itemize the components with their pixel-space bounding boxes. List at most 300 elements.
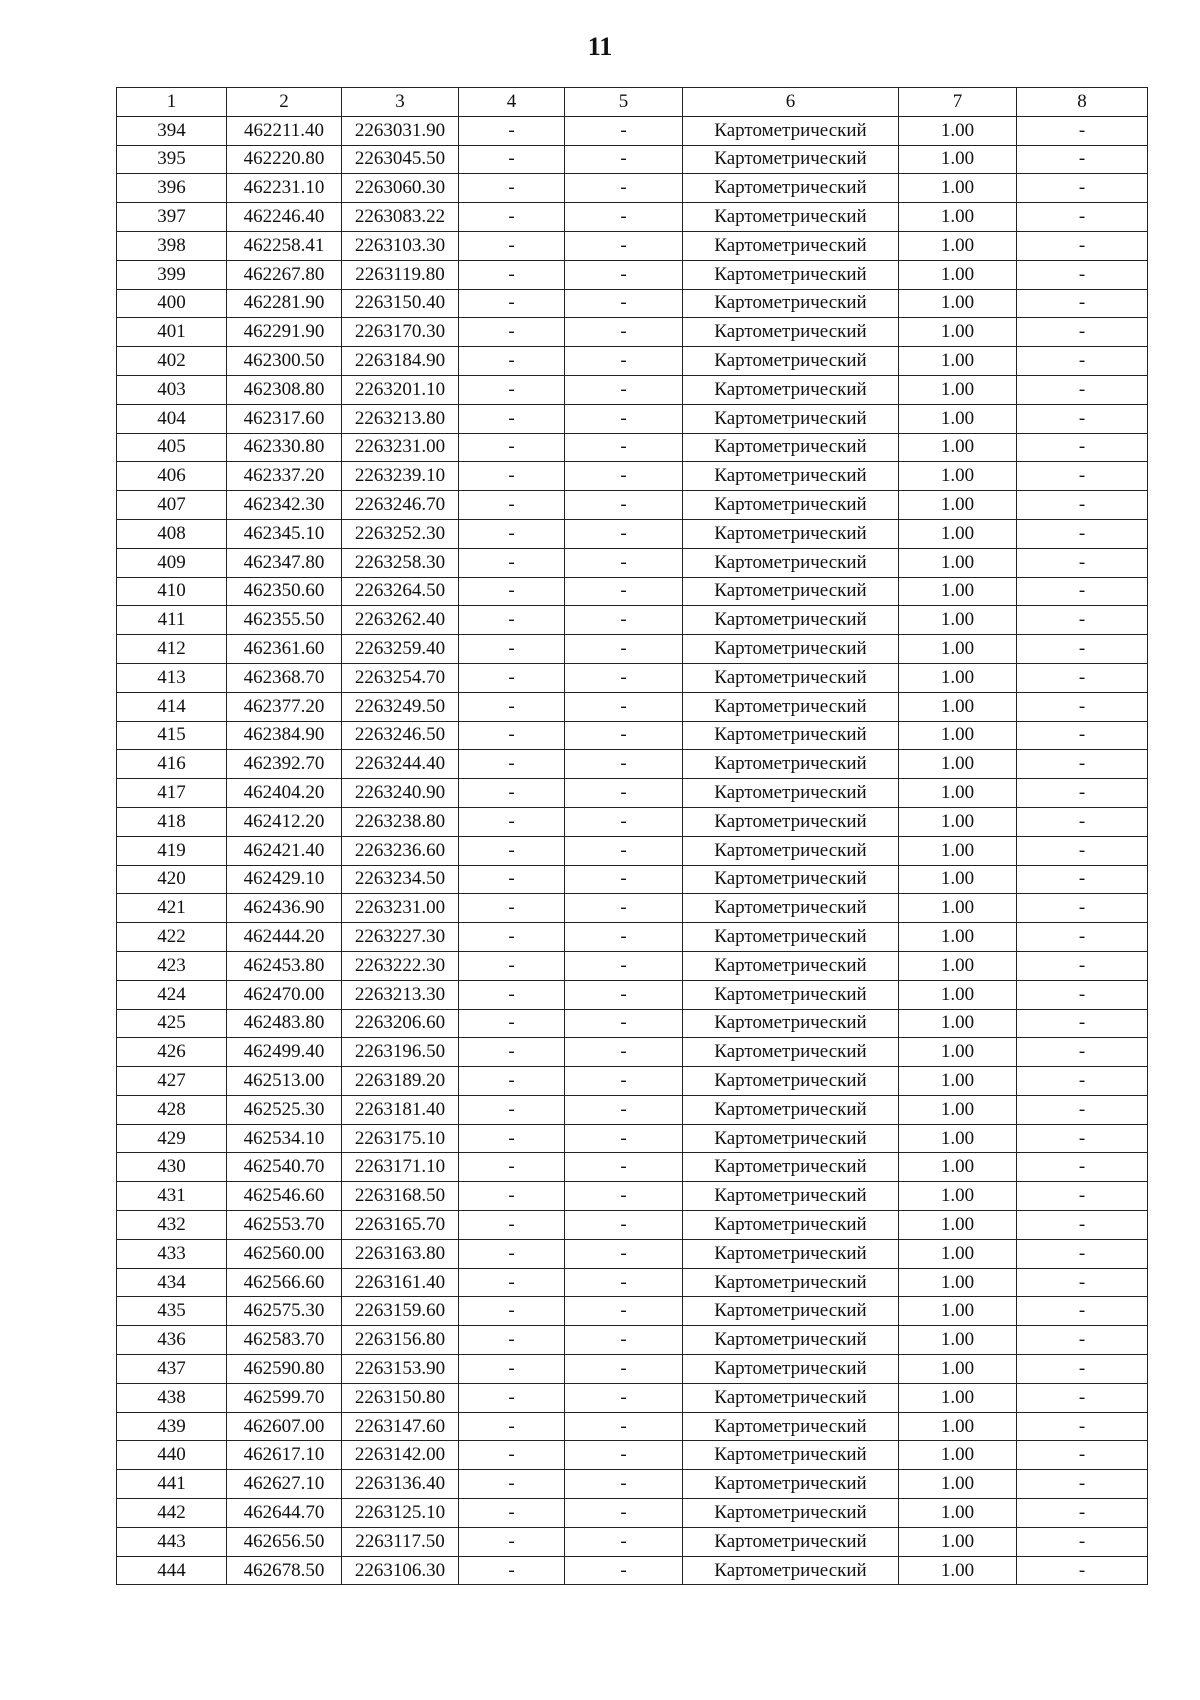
table-cell: - — [1017, 923, 1148, 952]
table-cell: 2263238.80 — [342, 807, 459, 836]
table-row — [117, 174, 1148, 203]
table-cell: Картометрический — [683, 1239, 899, 1268]
table-cell: - — [565, 1124, 683, 1153]
table-cell: 1.00 — [899, 1211, 1017, 1240]
table-cell: 462421.40 — [227, 836, 342, 865]
table-cell: 462599.70 — [227, 1383, 342, 1412]
table-cell: - — [459, 1412, 565, 1441]
table-cell: - — [565, 1441, 683, 1470]
table-cell: 407 — [117, 491, 227, 520]
table-row — [117, 721, 1148, 750]
table-cell: - — [459, 980, 565, 1009]
table-cell: 2263227.30 — [342, 923, 459, 952]
table-cell: 462300.50 — [227, 347, 342, 376]
table-row — [117, 1182, 1148, 1211]
table-cell: 462534.10 — [227, 1124, 342, 1153]
table-cell: - — [565, 548, 683, 577]
table-cell: 462345.10 — [227, 519, 342, 548]
table-cell: Картометрический — [683, 635, 899, 664]
table-cell: 462258.41 — [227, 231, 342, 260]
table-cell: - — [565, 347, 683, 376]
table-cell: 1.00 — [899, 1499, 1017, 1528]
table-cell: 410 — [117, 577, 227, 606]
table-cell: 462355.50 — [227, 606, 342, 635]
table-cell: 2263103.30 — [342, 231, 459, 260]
table-cell: - — [565, 145, 683, 174]
table-cell: - — [459, 174, 565, 203]
table-cell: - — [1017, 1009, 1148, 1038]
table-cell: - — [459, 203, 565, 232]
table-cell: 424 — [117, 980, 227, 1009]
table-cell: 462361.60 — [227, 635, 342, 664]
table-cell: 2263213.30 — [342, 980, 459, 1009]
table-cell: 462483.80 — [227, 1009, 342, 1038]
table-cell: 431 — [117, 1182, 227, 1211]
table-cell: Картометрический — [683, 375, 899, 404]
table-cell: 462546.60 — [227, 1182, 342, 1211]
table-cell: Картометрический — [683, 1297, 899, 1326]
table-cell: 2263262.40 — [342, 606, 459, 635]
column-header: 8 — [1017, 88, 1148, 117]
table-cell: 415 — [117, 721, 227, 750]
table-cell: 1.00 — [899, 1009, 1017, 1038]
table-cell: Картометрический — [683, 318, 899, 347]
table-cell: - — [1017, 1239, 1148, 1268]
table-row — [117, 1124, 1148, 1153]
table-cell: Картометрический — [683, 404, 899, 433]
table-row — [117, 1095, 1148, 1124]
table-cell: - — [1017, 1441, 1148, 1470]
table-row — [117, 1441, 1148, 1470]
table-cell: - — [565, 1412, 683, 1441]
table-cell: - — [565, 1239, 683, 1268]
table-cell: 1.00 — [899, 1441, 1017, 1470]
table-cell: 1.00 — [899, 289, 1017, 318]
table-cell: 2263231.00 — [342, 894, 459, 923]
table-cell: 1.00 — [899, 750, 1017, 779]
table-cell: 1.00 — [899, 347, 1017, 376]
table-cell: 462330.80 — [227, 433, 342, 462]
table-cell: - — [459, 865, 565, 894]
table-cell: - — [1017, 606, 1148, 635]
table-cell: - — [565, 203, 683, 232]
table-cell: 1.00 — [899, 203, 1017, 232]
table-cell: Картометрический — [683, 433, 899, 462]
table-cell: - — [1017, 577, 1148, 606]
table-row — [117, 692, 1148, 721]
table-cell: 399 — [117, 260, 227, 289]
table-cell: - — [565, 289, 683, 318]
table-cell: - — [1017, 865, 1148, 894]
table-cell: - — [459, 289, 565, 318]
table-cell: 1.00 — [899, 1153, 1017, 1182]
table-cell: 1.00 — [899, 894, 1017, 923]
table-cell: - — [565, 1067, 683, 1096]
table-cell: - — [1017, 174, 1148, 203]
table-cell: Картометрический — [683, 260, 899, 289]
table-cell: Картометрический — [683, 807, 899, 836]
table-cell: - — [565, 1182, 683, 1211]
table-cell: Картометрический — [683, 1268, 899, 1297]
table-cell: - — [565, 692, 683, 721]
table-cell: 441 — [117, 1470, 227, 1499]
table-cell: 426 — [117, 1038, 227, 1067]
table-cell: 2263142.00 — [342, 1441, 459, 1470]
table-cell: 434 — [117, 1268, 227, 1297]
table-cell: 443 — [117, 1527, 227, 1556]
table-row — [117, 318, 1148, 347]
table-cell: Картометрический — [683, 779, 899, 808]
table-row — [117, 260, 1148, 289]
table-cell: - — [459, 1182, 565, 1211]
table-cell: 2263234.50 — [342, 865, 459, 894]
table-cell: 1.00 — [899, 865, 1017, 894]
table-cell: 462444.20 — [227, 923, 342, 952]
table-cell: - — [459, 1211, 565, 1240]
table-cell: 414 — [117, 692, 227, 721]
table-cell: 462220.80 — [227, 145, 342, 174]
table-cell: 440 — [117, 1441, 227, 1470]
table-cell: - — [565, 865, 683, 894]
table-cell: 2263201.10 — [342, 375, 459, 404]
table-cell: 1.00 — [899, 318, 1017, 347]
table-cell: 2263222.30 — [342, 951, 459, 980]
table-cell: - — [565, 836, 683, 865]
table-cell: 1.00 — [899, 807, 1017, 836]
table-cell: 2263249.50 — [342, 692, 459, 721]
table-cell: 462525.30 — [227, 1095, 342, 1124]
table-cell: - — [459, 1499, 565, 1528]
table-cell: 1.00 — [899, 1067, 1017, 1096]
table-cell: - — [1017, 1556, 1148, 1585]
column-header: 5 — [565, 88, 683, 117]
table-cell: 2263083.22 — [342, 203, 459, 232]
table-cell: 462392.70 — [227, 750, 342, 779]
table-cell: - — [565, 807, 683, 836]
table-cell: 444 — [117, 1556, 227, 1585]
table-cell: 2263206.60 — [342, 1009, 459, 1038]
table-row — [117, 807, 1148, 836]
table-cell: - — [565, 519, 683, 548]
table-cell: 2263246.70 — [342, 491, 459, 520]
table-cell: - — [459, 1326, 565, 1355]
table-cell: 1.00 — [899, 836, 1017, 865]
table-cell: Картометрический — [683, 347, 899, 376]
table-cell: - — [459, 1124, 565, 1153]
table-cell: 1.00 — [899, 980, 1017, 1009]
table-cell: 462412.20 — [227, 807, 342, 836]
table-cell: - — [459, 951, 565, 980]
table-cell: - — [1017, 548, 1148, 577]
table-cell: 462404.20 — [227, 779, 342, 808]
table-cell: 462368.70 — [227, 663, 342, 692]
table-cell: 2263236.60 — [342, 836, 459, 865]
table-cell: - — [565, 980, 683, 1009]
table-cell: 405 — [117, 433, 227, 462]
table-row — [117, 1527, 1148, 1556]
table-cell: 462499.40 — [227, 1038, 342, 1067]
table-cell: - — [459, 635, 565, 664]
table-cell: 408 — [117, 519, 227, 548]
table-cell: - — [565, 951, 683, 980]
table-cell: - — [1017, 433, 1148, 462]
table-cell: - — [1017, 375, 1148, 404]
table-cell: 462317.60 — [227, 404, 342, 433]
table-cell: Картометрический — [683, 692, 899, 721]
table-cell: - — [459, 548, 565, 577]
table-cell: Картометрический — [683, 519, 899, 548]
table-cell: 1.00 — [899, 1038, 1017, 1067]
table-cell: - — [565, 1326, 683, 1355]
table-header-row — [117, 88, 1148, 117]
table-cell: - — [565, 1470, 683, 1499]
column-header: 6 — [683, 88, 899, 117]
table-cell: 462607.00 — [227, 1412, 342, 1441]
table-cell: 422 — [117, 923, 227, 952]
table-cell: 2263060.30 — [342, 174, 459, 203]
table-cell: - — [1017, 635, 1148, 664]
table-cell: 1.00 — [899, 1355, 1017, 1384]
table-cell: - — [459, 1297, 565, 1326]
table-cell: - — [459, 1095, 565, 1124]
table-cell: - — [459, 750, 565, 779]
table-cell: - — [459, 807, 565, 836]
table-cell: - — [565, 1153, 683, 1182]
table-cell: Картометрический — [683, 1326, 899, 1355]
table-cell: - — [1017, 289, 1148, 318]
table-cell: 2263258.30 — [342, 548, 459, 577]
table-cell: 417 — [117, 779, 227, 808]
table-row — [117, 519, 1148, 548]
table-cell: 2263163.80 — [342, 1239, 459, 1268]
table-cell: 462553.70 — [227, 1211, 342, 1240]
table-cell: 2263161.40 — [342, 1268, 459, 1297]
table-cell: Картометрический — [683, 663, 899, 692]
table-cell: Картометрический — [683, 951, 899, 980]
table-cell: - — [565, 1297, 683, 1326]
table-cell: Картометрический — [683, 577, 899, 606]
table-row — [117, 951, 1148, 980]
table-cell: - — [459, 116, 565, 145]
table-row — [117, 145, 1148, 174]
table-cell: 1.00 — [899, 1239, 1017, 1268]
table-cell: - — [565, 1383, 683, 1412]
table-cell: - — [565, 635, 683, 664]
table-cell: Картометрический — [683, 865, 899, 894]
table-cell: - — [565, 375, 683, 404]
table-cell: - — [1017, 1383, 1148, 1412]
column-header: 4 — [459, 88, 565, 117]
table-cell: - — [459, 836, 565, 865]
table-row — [117, 491, 1148, 520]
table-row — [117, 462, 1148, 491]
table-cell: 2263125.10 — [342, 1499, 459, 1528]
table-cell: - — [1017, 894, 1148, 923]
table-cell: 1.00 — [899, 1182, 1017, 1211]
table-cell: 462281.90 — [227, 289, 342, 318]
table-row — [117, 347, 1148, 376]
table-cell: - — [1017, 779, 1148, 808]
table-cell: 1.00 — [899, 606, 1017, 635]
table-cell: 1.00 — [899, 1095, 1017, 1124]
table-cell: - — [565, 577, 683, 606]
table-cell: 1.00 — [899, 145, 1017, 174]
table-cell: 2263106.30 — [342, 1556, 459, 1585]
table-cell: - — [459, 663, 565, 692]
table-row — [117, 116, 1148, 145]
table-cell: 2263031.90 — [342, 116, 459, 145]
table-cell: 2263254.70 — [342, 663, 459, 692]
table-cell: 411 — [117, 606, 227, 635]
table-cell: 462540.70 — [227, 1153, 342, 1182]
table-cell: - — [1017, 1326, 1148, 1355]
table-cell: - — [1017, 692, 1148, 721]
table-cell: 1.00 — [899, 692, 1017, 721]
table-cell: - — [459, 721, 565, 750]
table-cell: 1.00 — [899, 1527, 1017, 1556]
table-cell: - — [565, 462, 683, 491]
table-cell: - — [459, 462, 565, 491]
table-cell: Картометрический — [683, 721, 899, 750]
page-number: 11 — [587, 32, 613, 61]
table-cell: - — [565, 318, 683, 347]
table-cell: 423 — [117, 951, 227, 980]
table-cell: 2263259.40 — [342, 635, 459, 664]
table-cell: Картометрический — [683, 174, 899, 203]
table-cell: 462656.50 — [227, 1527, 342, 1556]
table-cell: - — [1017, 1211, 1148, 1240]
table-cell: - — [459, 1470, 565, 1499]
table-cell: 428 — [117, 1095, 227, 1124]
table-cell: - — [565, 663, 683, 692]
table-row — [117, 433, 1148, 462]
table-cell: 462308.80 — [227, 375, 342, 404]
table-row — [117, 1211, 1148, 1240]
table-row — [117, 836, 1148, 865]
table-cell: 462246.40 — [227, 203, 342, 232]
table-cell: - — [565, 433, 683, 462]
table-cell: - — [459, 318, 565, 347]
table-cell: 462583.70 — [227, 1326, 342, 1355]
table-cell: 2263150.80 — [342, 1383, 459, 1412]
table-cell: 421 — [117, 894, 227, 923]
table-cell: 462513.00 — [227, 1067, 342, 1096]
table-cell: 413 — [117, 663, 227, 692]
table-cell: 2263252.30 — [342, 519, 459, 548]
table-cell: 1.00 — [899, 779, 1017, 808]
table-cell: 427 — [117, 1067, 227, 1096]
table-cell: 2263117.50 — [342, 1527, 459, 1556]
table-cell: 397 — [117, 203, 227, 232]
column-header: 7 — [899, 88, 1017, 117]
table-cell: Картометрический — [683, 894, 899, 923]
table-cell: - — [1017, 807, 1148, 836]
table-cell: - — [459, 491, 565, 520]
table-cell: 462678.50 — [227, 1556, 342, 1585]
table-row — [117, 1153, 1148, 1182]
table-row — [117, 606, 1148, 635]
table-cell: 462617.10 — [227, 1441, 342, 1470]
table-cell: - — [1017, 1038, 1148, 1067]
table-cell: - — [565, 923, 683, 952]
table-cell: 401 — [117, 318, 227, 347]
table-row — [117, 779, 1148, 808]
table-row — [117, 1355, 1148, 1384]
table-cell: Картометрический — [683, 1211, 899, 1240]
table-cell: 1.00 — [899, 375, 1017, 404]
table-cell: 442 — [117, 1499, 227, 1528]
table-cell: - — [459, 145, 565, 174]
table-row — [117, 1556, 1148, 1585]
table-cell: - — [1017, 260, 1148, 289]
table-cell: 462377.20 — [227, 692, 342, 721]
table-row — [117, 289, 1148, 318]
table-row — [117, 1009, 1148, 1038]
table-cell: 433 — [117, 1239, 227, 1268]
table-cell: - — [1017, 1268, 1148, 1297]
table-cell: 462350.60 — [227, 577, 342, 606]
table-cell: 2263171.10 — [342, 1153, 459, 1182]
table-cell: - — [459, 692, 565, 721]
table-cell: Картометрический — [683, 1124, 899, 1153]
table-cell: - — [1017, 1527, 1148, 1556]
table-cell: - — [565, 174, 683, 203]
column-header: 2 — [227, 88, 342, 117]
table-cell: Картометрический — [683, 145, 899, 174]
table-row — [117, 1412, 1148, 1441]
table-cell: - — [565, 1556, 683, 1585]
table-cell: 462267.80 — [227, 260, 342, 289]
table-cell: - — [1017, 721, 1148, 750]
table-cell: 1.00 — [899, 260, 1017, 289]
table-cell: 1.00 — [899, 635, 1017, 664]
table-cell: 2263181.40 — [342, 1095, 459, 1124]
table-cell: 1.00 — [899, 1412, 1017, 1441]
table-cell: 439 — [117, 1412, 227, 1441]
table-cell: 402 — [117, 347, 227, 376]
table-cell: Картометрический — [683, 1067, 899, 1096]
table-row — [117, 750, 1148, 779]
table-cell: - — [565, 1355, 683, 1384]
table-cell: 1.00 — [899, 462, 1017, 491]
table-cell: 462436.90 — [227, 894, 342, 923]
table-cell: 462337.20 — [227, 462, 342, 491]
table-cell: - — [1017, 750, 1148, 779]
table-cell: 462470.00 — [227, 980, 342, 1009]
table-row — [117, 548, 1148, 577]
table-row — [117, 577, 1148, 606]
table-row — [117, 1470, 1148, 1499]
table-cell: - — [1017, 1355, 1148, 1384]
table-cell: 2263213.80 — [342, 404, 459, 433]
table-cell: Картометрический — [683, 1182, 899, 1211]
table-cell: 403 — [117, 375, 227, 404]
table-cell: Картометрический — [683, 1383, 899, 1412]
table-cell: Картометрический — [683, 980, 899, 1009]
table-cell: - — [1017, 462, 1148, 491]
table-cell: 1.00 — [899, 1470, 1017, 1499]
table-cell: 406 — [117, 462, 227, 491]
table-cell: 438 — [117, 1383, 227, 1412]
table-cell: 398 — [117, 231, 227, 260]
table-row — [117, 865, 1148, 894]
table-cell: Картометрический — [683, 231, 899, 260]
table-cell: 2263156.80 — [342, 1326, 459, 1355]
table-cell: Картометрический — [683, 1095, 899, 1124]
table-body — [117, 88, 1148, 1585]
table-cell: 462291.90 — [227, 318, 342, 347]
table-row — [117, 1499, 1148, 1528]
